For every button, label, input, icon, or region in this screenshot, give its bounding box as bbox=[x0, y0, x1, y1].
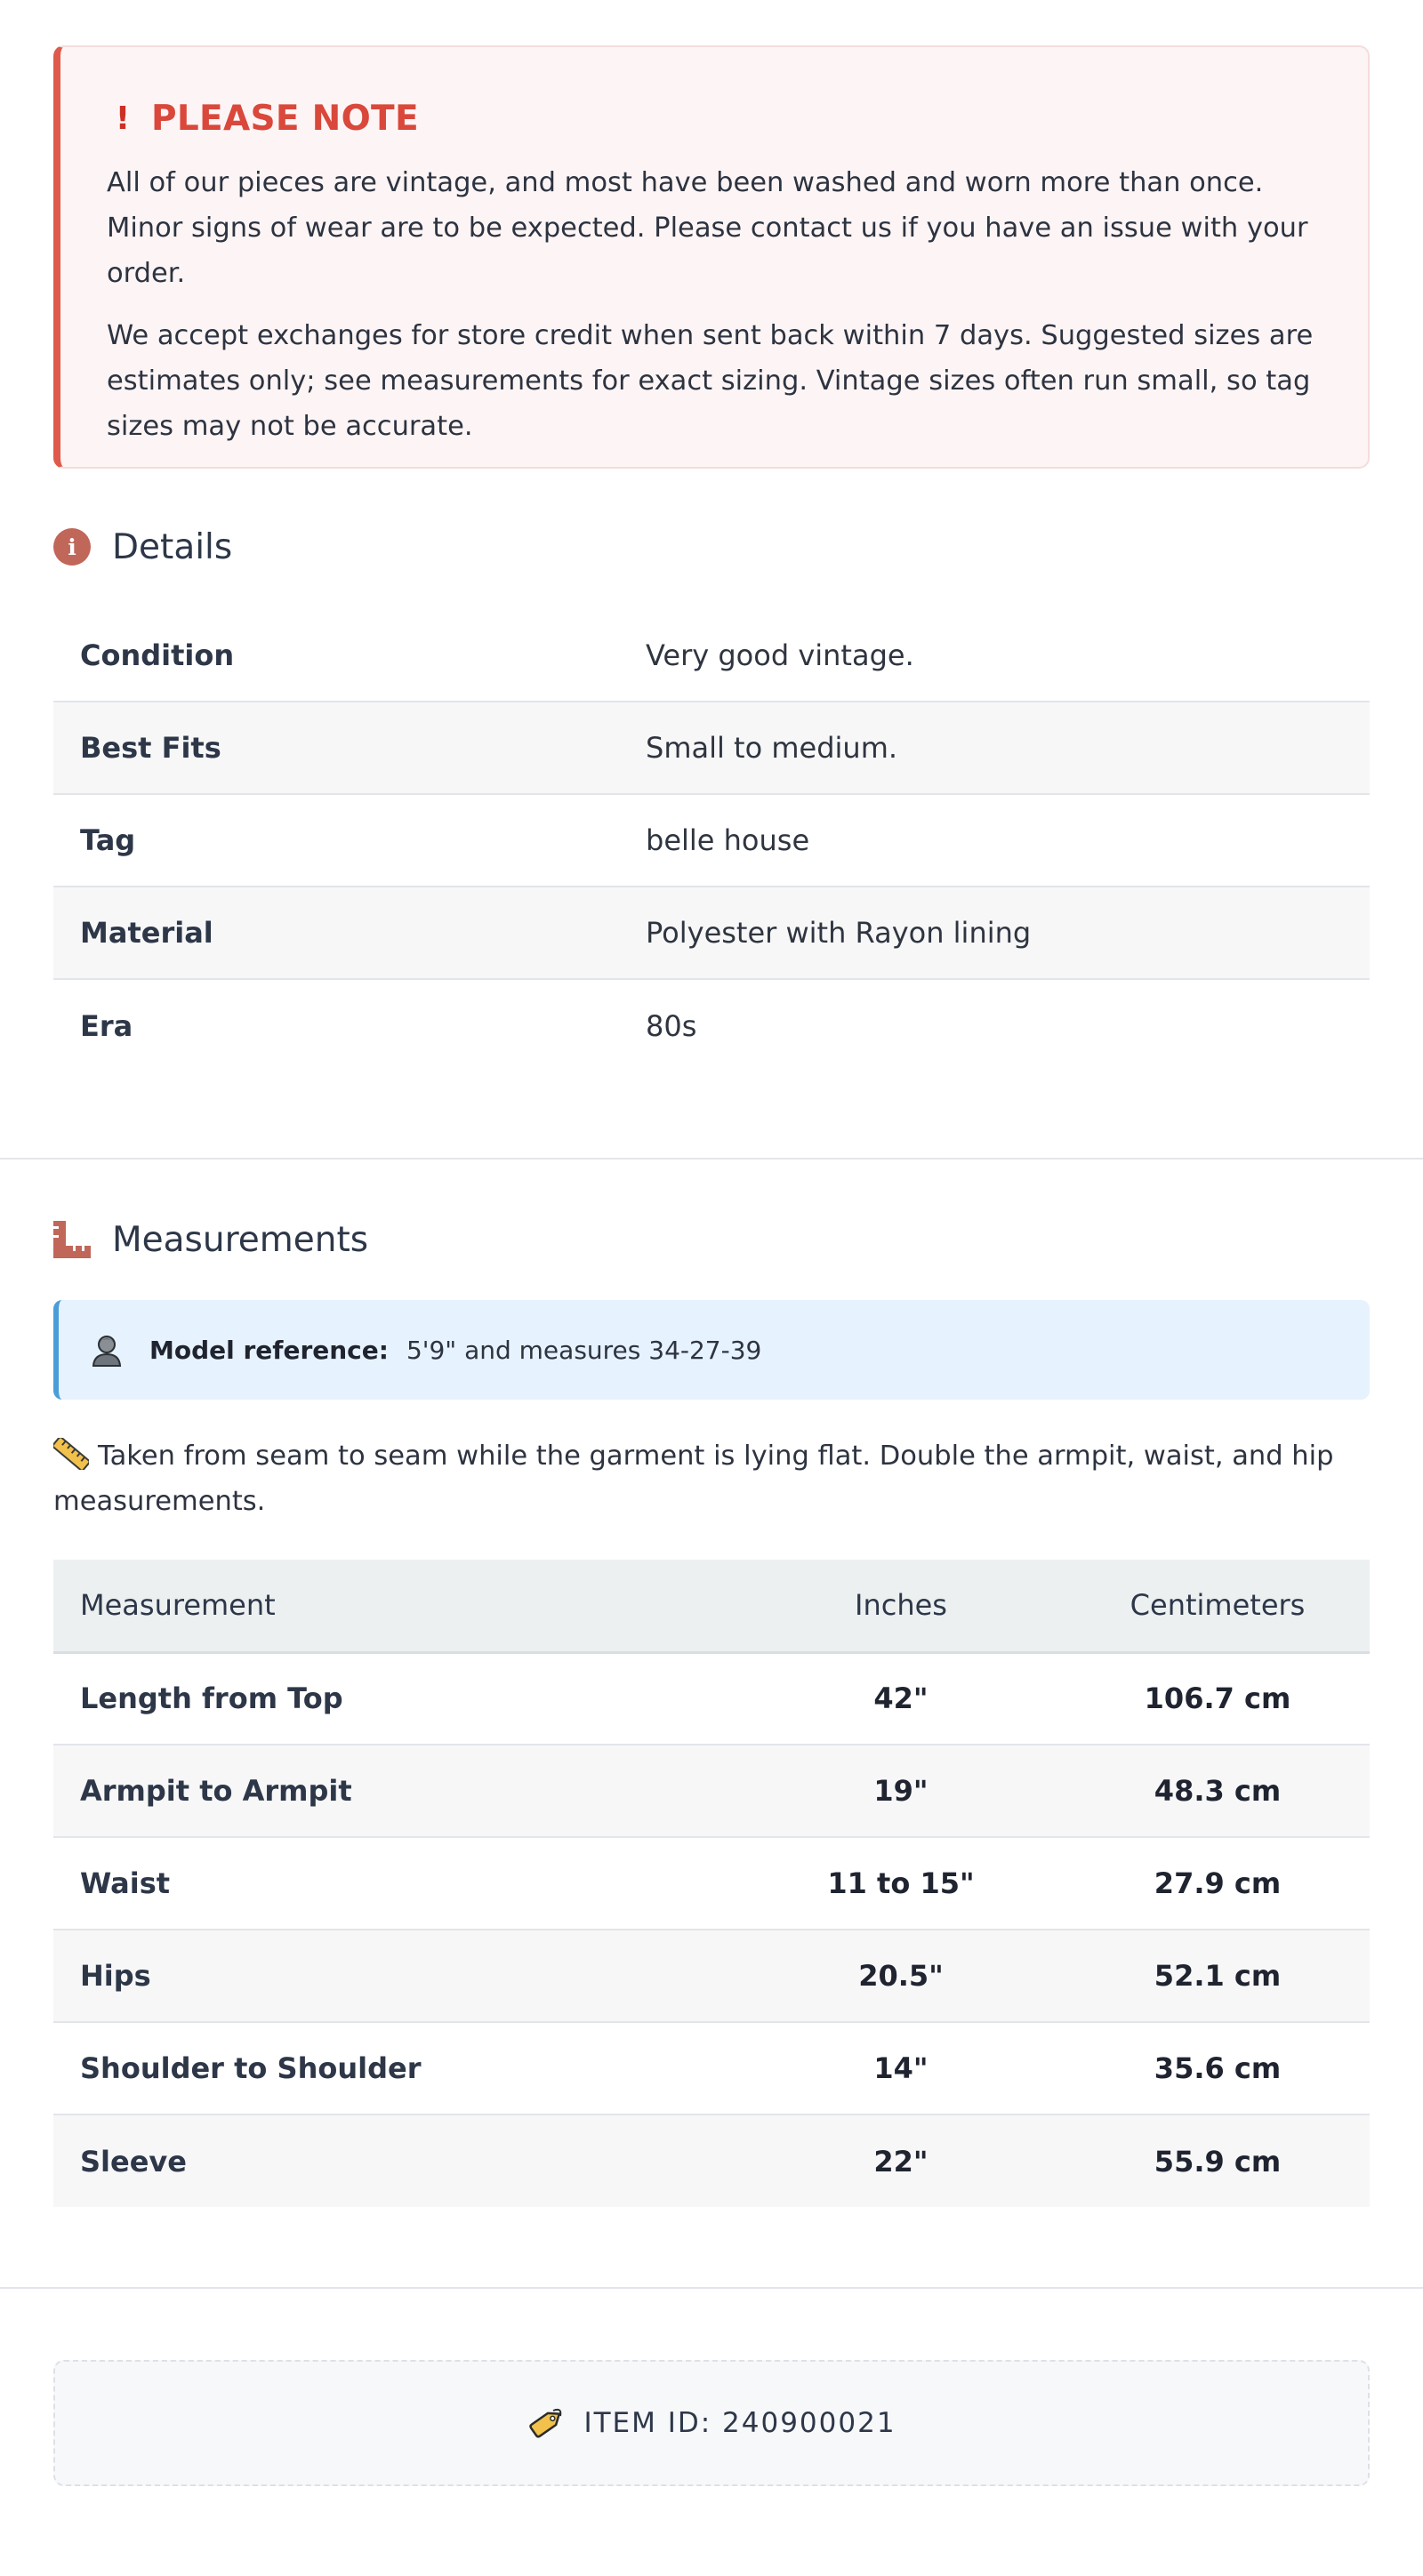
column-header: Measurement bbox=[53, 1560, 736, 1652]
detail-value: Very good vintage. bbox=[646, 638, 914, 672]
measurement-cm: 27.9 cm bbox=[1065, 1837, 1370, 1930]
measurement-inches: 11 to 15" bbox=[736, 1837, 1065, 1930]
notice-title: PLEASE NOTE bbox=[151, 98, 419, 139]
table-row bbox=[53, 979, 1370, 1071]
model-reference-value: 5'9" and measures 34-27-39 bbox=[406, 1335, 762, 1365]
model-reference bbox=[53, 1300, 1370, 1400]
section-divider bbox=[0, 1158, 1423, 1160]
page bbox=[0, 45, 1423, 1071]
notice-header bbox=[107, 99, 1323, 138]
table-row bbox=[53, 2022, 1370, 2115]
measurements-title: Measurements bbox=[112, 1219, 369, 1260]
tag-icon bbox=[527, 2403, 566, 2443]
column-header: Inches bbox=[736, 1560, 1065, 1652]
exclamation-icon: ! bbox=[115, 100, 131, 137]
measurement-name: Length from Top bbox=[80, 1681, 343, 1716]
notice-paragraph: We accept exchanges for store credit when sent back within 7 days. Suggested sizes are estimates only; see measurements for exact sizing. Vintage sizes often run small, so tag sizes may not be accurate. bbox=[107, 320, 1314, 442]
measurement-name: Hips bbox=[53, 1930, 736, 2022]
measurement-cm: 48.3 cm bbox=[1065, 1745, 1370, 1837]
notice-paragraph: All of our pieces are vintage, and most have been washed and worn more than once. Minor signs of wear are to be expected. Please contact us if you have an issue with your order. bbox=[107, 167, 1308, 289]
measurement-note bbox=[53, 1433, 1370, 1524]
item-id-box bbox=[53, 2360, 1370, 2486]
measurement-inches: 22" bbox=[736, 2115, 1065, 2207]
ruler-combined-icon bbox=[53, 1221, 91, 1258]
table-row bbox=[53, 1837, 1370, 1930]
detail-label: Tag bbox=[53, 794, 646, 887]
notice-box bbox=[53, 45, 1370, 469]
detail-label: Era bbox=[53, 979, 646, 1071]
details-title: Details bbox=[112, 526, 233, 567]
details-table bbox=[53, 609, 1370, 1071]
detail-value: 80s bbox=[646, 979, 1370, 1071]
detail-value: belle house bbox=[646, 794, 1370, 887]
info-icon: i bbox=[53, 528, 91, 566]
table-header-row bbox=[53, 1560, 1370, 1652]
model-reference-label: Model reference: bbox=[149, 1335, 389, 1365]
detail-label: Material bbox=[53, 887, 646, 979]
table-row bbox=[53, 1652, 1370, 1745]
detail-label: Condition bbox=[80, 638, 235, 672]
person-icon bbox=[89, 1332, 125, 1368]
measurement-inches: 19" bbox=[736, 1745, 1065, 1837]
measurements-header bbox=[53, 1213, 1370, 1266]
table-row bbox=[53, 2115, 1370, 2207]
measurement-note-text: Taken from seam to seam while the garment is lying flat. Double the armpit, waist, and hip measurements. bbox=[53, 1440, 1334, 1517]
detail-value: Small to medium. bbox=[646, 702, 1370, 794]
table-row bbox=[53, 1745, 1370, 1837]
measurement-name: Shoulder to Shoulder bbox=[53, 2022, 736, 2115]
table-row bbox=[53, 609, 1370, 702]
measurement-name: Waist bbox=[53, 1837, 736, 1930]
table-row bbox=[53, 794, 1370, 887]
measurements-table bbox=[53, 1560, 1370, 2207]
table-row bbox=[53, 1930, 1370, 2022]
measurement-cm: 35.6 cm bbox=[1065, 2022, 1370, 2115]
measurement-name: Sleeve bbox=[53, 2115, 736, 2207]
table-row bbox=[53, 702, 1370, 794]
measurements-section bbox=[0, 1213, 1423, 2207]
measurement-inches: 20.5" bbox=[736, 1930, 1065, 2022]
measurement-inches: 42" bbox=[873, 1681, 929, 1716]
detail-label: Best Fits bbox=[53, 702, 646, 794]
column-header: Centimeters bbox=[1065, 1560, 1370, 1652]
section-divider bbox=[0, 2287, 1423, 2289]
item-section bbox=[0, 2360, 1423, 2486]
measurement-cm: 52.1 cm bbox=[1065, 1930, 1370, 2022]
table-row bbox=[53, 887, 1370, 979]
measurement-inches: 14" bbox=[736, 2022, 1065, 2115]
detail-value: Polyester with Rayon lining bbox=[646, 887, 1370, 979]
measurement-cm: 106.7 cm bbox=[1144, 1681, 1291, 1716]
item-id-text: ITEM ID: 240900021 bbox=[583, 2407, 896, 2439]
details-header bbox=[53, 520, 1370, 574]
ruler-icon bbox=[53, 1438, 89, 1470]
measurement-name: Armpit to Armpit bbox=[53, 1745, 736, 1837]
measurement-cm: 55.9 cm bbox=[1065, 2115, 1370, 2207]
